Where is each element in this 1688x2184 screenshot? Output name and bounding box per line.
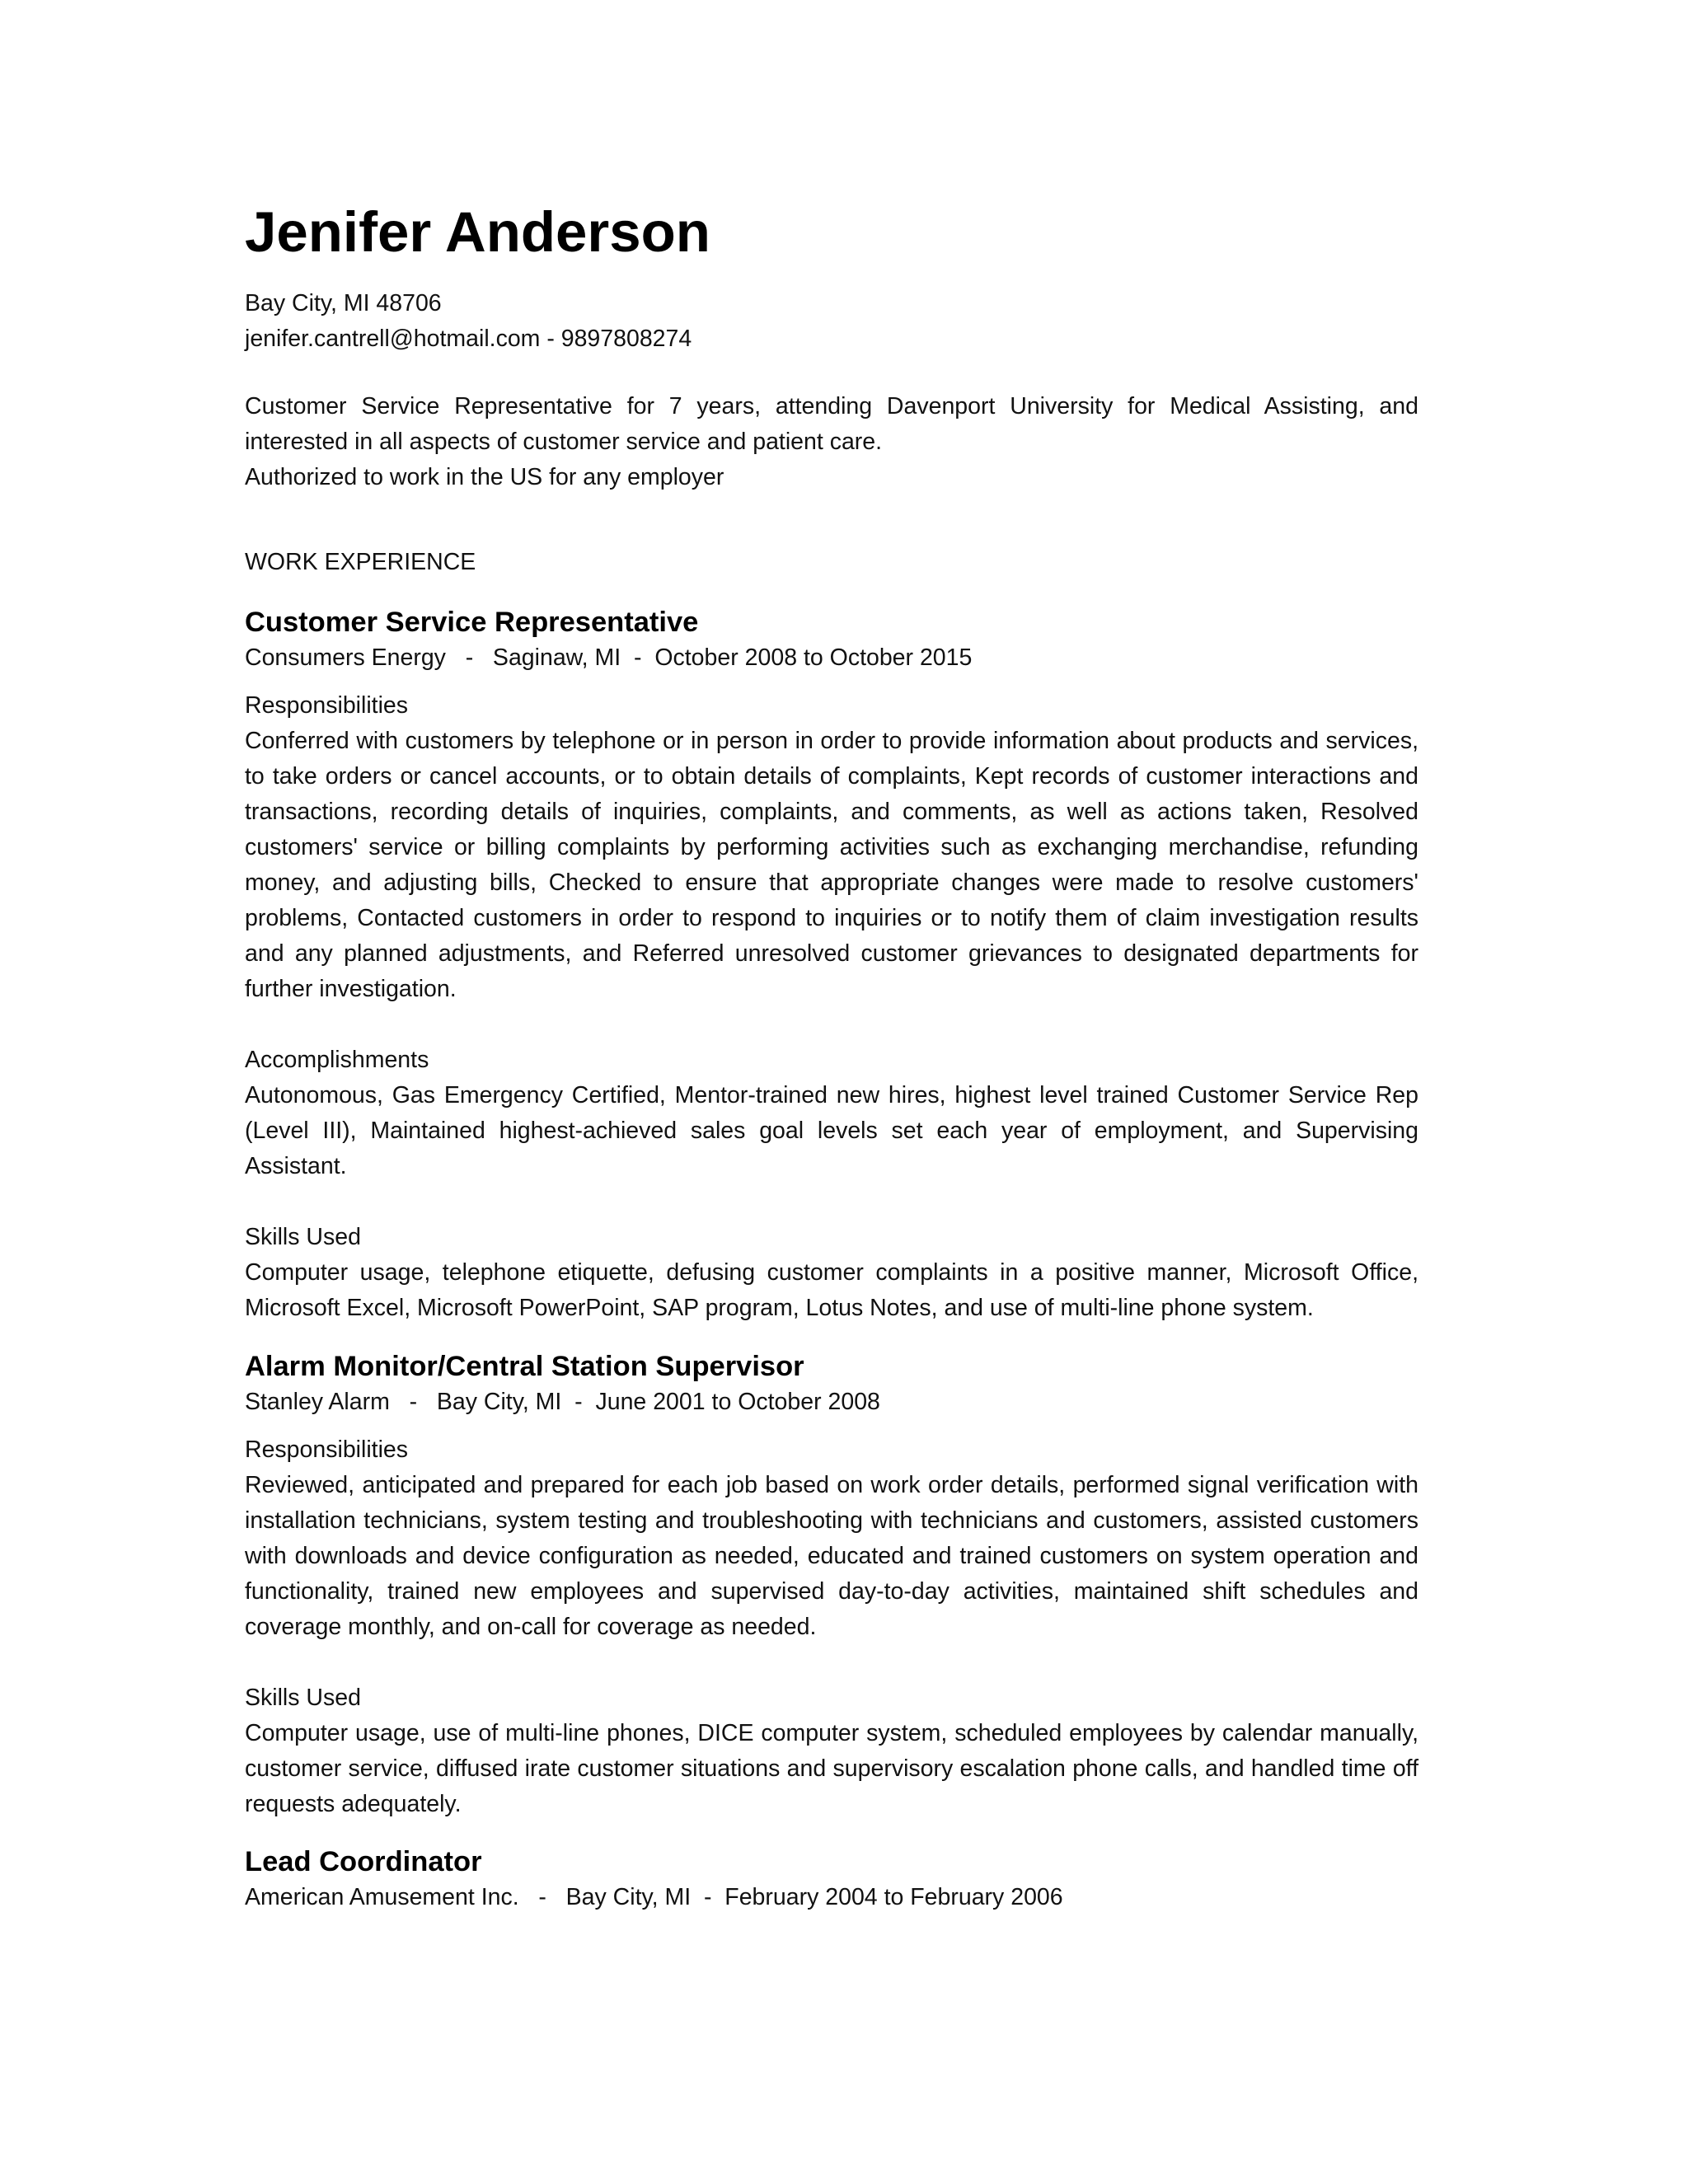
job-title: Lead Coordinator: [245, 1846, 482, 1877]
responsibilities-text: Conferred with customers by telephone or in person in order to provide information about products and services, to take orders or cancel accounts, or to obtain details of complaints, Kept records of customer interactions and transactions, recording details of inquiries, complaints, and comments, as well as actions taken, Resolved customers' service or billing complaints by performing activities such as exchanging merchandise, refunding money, and adjusting bills, Checked to ensure that appropriate changes were made to resolve customers' problems, Contacted customers in order to respond to inquiries or to notify them of claim investigation results and any planned adjustments, and Referred unresolved customer grievances to designated departments for further investigation.: [245, 728, 1418, 1002]
work-experience-heading: WORK EXPERIENCE: [245, 549, 476, 575]
job-title: Alarm Monitor/Central Station Supervisor: [245, 1351, 804, 1382]
job-meta: American Amusement Inc. - Bay City, MI - February 2004 to February 2006: [245, 1884, 1063, 1910]
responsibilities-label: Responsibilities: [245, 1436, 409, 1463]
skills-text: Computer usage, use of multi-line phones, DICE computer system, scheduled employees by calendar manually, customer service, diffused irate customer situations and supervisory escalation phone calls, and handled time off requests adequately.: [245, 1720, 1418, 1817]
summary-block: [245, 389, 1418, 495]
job-title: Customer Service Representative: [245, 607, 699, 638]
contact-email-phone: jenifer.cantrell@hotmail.com - 9897808274: [245, 326, 692, 352]
skills-label: Skills Used: [245, 1685, 361, 1711]
job-entry: [245, 1844, 1418, 1915]
responsibilities-label: Responsibilities: [245, 692, 409, 719]
accomplishments-label: Accomplishments: [245, 1047, 429, 1073]
skills-text: Computer usage, telephone etiquette, defusing customer complaints in a positive manner, Microsoft Office, Microsoft Excel, Microsoft PowerPoint, SAP program, Lotus Notes, and use of multi-line phone system.: [245, 1259, 1418, 1321]
summary-text: Customer Service Representative for 7 years, attending Davenport University for Medical Assisting, and interested in all aspects of customer service and patient care.: [245, 393, 1418, 455]
skills-label: Skills Used: [245, 1224, 361, 1250]
candidate-name: Jenifer Anderson: [245, 200, 710, 264]
accomplishments-text: Autonomous, Gas Emergency Certified, Mentor-trained new hires, highest level trained Customer Service Rep (Level III), Maintained highest-achieved sales goal levels set each year of employment, and Supervising Assistant.: [245, 1082, 1418, 1179]
job-entry: [245, 1348, 1418, 1822]
job-entry: [245, 604, 1418, 1326]
contact-location: Bay City, MI 48706: [245, 290, 442, 316]
responsibilities-text: Reviewed, anticipated and prepared for each job based on work order details, performed signal verification with installation technicians, system testing and troubleshooting with technicians and customers, assisted customers with downloads and device configuration as needed, educated and trained customers on system operation and functionality, trained new employees and supervised day-to-day activities, maintained shift schedules and coverage monthly, and on-call for coverage as needed.: [245, 1472, 1418, 1640]
work-authorization: Authorized to work in the US for any employer: [245, 464, 724, 490]
contact-block: [245, 286, 692, 357]
job-meta: Consumers Energy - Saginaw, MI - October 2008 to October 2015: [245, 644, 973, 671]
job-meta: Stanley Alarm - Bay City, MI - June 2001 to October 2008: [245, 1389, 880, 1415]
